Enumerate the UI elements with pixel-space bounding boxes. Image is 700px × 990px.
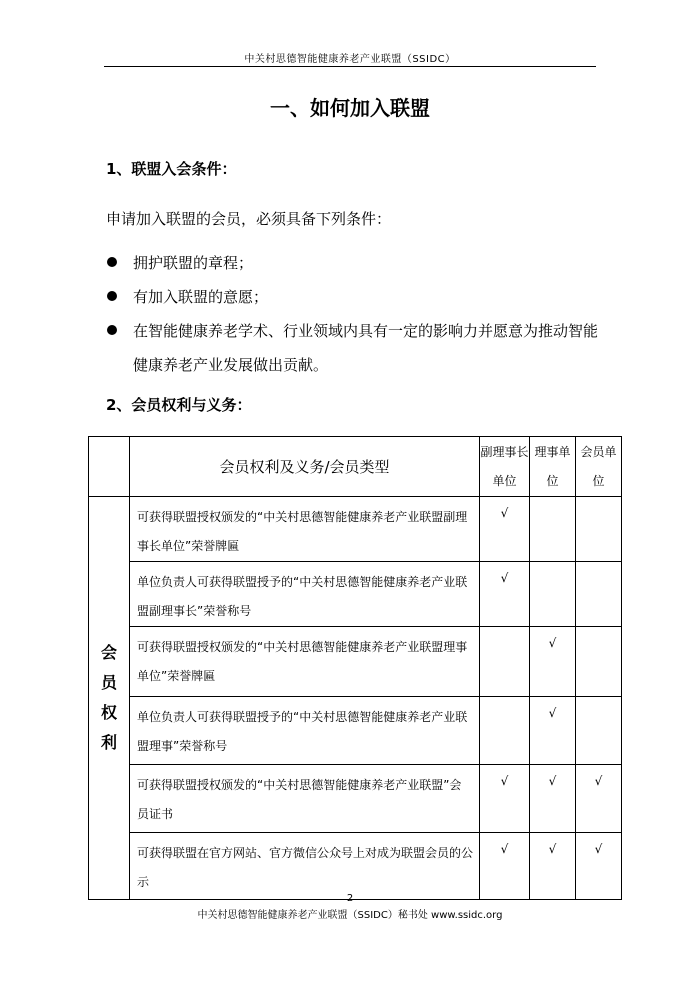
right-description: 可获得联盟在官方网站、官方微信公众号上对成为联盟会员的公示 xyxy=(130,833,480,900)
check-director: √ xyxy=(530,697,576,765)
category-char: 利 xyxy=(100,733,117,752)
check-director xyxy=(530,497,576,562)
column-header-vice-chairman: 副理事长单位 xyxy=(480,437,530,497)
category-cell-member-rights xyxy=(89,497,130,900)
column-header-director: 理事单位 xyxy=(530,437,576,497)
column-header-member: 会员单位 xyxy=(576,437,622,497)
category-char: 员 xyxy=(100,673,117,692)
check-member xyxy=(576,697,622,765)
list-item: 在智能健康养老学术、行业领域内具有一定的影响力并愿意为推动智能健康养老产业发展做出贡献。 xyxy=(106,314,606,382)
page-number: 2 xyxy=(346,893,354,904)
table-header-row xyxy=(89,437,622,497)
check-member: √ xyxy=(576,765,622,833)
conditions-intro: 申请加入联盟的会员，必须具备下列条件： xyxy=(106,210,392,228)
check-vice-chairman: √ xyxy=(480,833,530,900)
list-item: 有加入联盟的意愿； xyxy=(106,280,606,314)
category-char: 会 xyxy=(100,643,117,662)
right-description: 可获得联盟授权颁发的“中关村思德智能健康养老产业联盟副理事长单位”荣誉牌匾 xyxy=(130,497,480,562)
right-description: 单位负责人可获得联盟授予的“中关村思德智能健康养老产业联盟理事”荣誉称号 xyxy=(130,697,480,765)
conditions-list xyxy=(106,246,606,382)
column-header-main: 会员权利及义务/会员类型 xyxy=(130,437,480,497)
page-title: 一、如何加入联盟 xyxy=(270,96,430,120)
table-row xyxy=(89,833,622,900)
section-heading-rights: 2、会员权利与义务： xyxy=(106,396,252,414)
table-row xyxy=(89,562,622,627)
check-member xyxy=(576,562,622,627)
table-row xyxy=(89,697,622,765)
check-member xyxy=(576,497,622,562)
check-director: √ xyxy=(530,627,576,697)
category-char: 权 xyxy=(100,703,117,722)
table-corner-cell xyxy=(89,437,130,497)
table-row xyxy=(89,627,622,697)
check-director: √ xyxy=(530,765,576,833)
table-row xyxy=(89,765,622,833)
check-vice-chairman xyxy=(480,627,530,697)
right-description: 可获得联盟授权颁发的“中关村思德智能健康养老产业联盟”会员证书 xyxy=(130,765,480,833)
section-heading-conditions: 1、联盟入会条件： xyxy=(106,160,237,178)
check-vice-chairman: √ xyxy=(480,497,530,562)
right-description: 可获得联盟授权颁发的“中关村思德智能健康养老产业联盟理事单位”荣誉牌匾 xyxy=(130,627,480,697)
table-row xyxy=(89,497,622,562)
member-rights-table xyxy=(88,436,622,900)
check-vice-chairman: √ xyxy=(480,765,530,833)
check-director xyxy=(530,562,576,627)
check-member xyxy=(576,627,622,697)
page-header: 中关村思德智能健康养老产业联盟（SSIDC） xyxy=(244,54,456,65)
right-description: 单位负责人可获得联盟授予的“中关村思德智能健康养老产业联盟副理事长”荣誉称号 xyxy=(130,562,480,627)
list-item: 拥护联盟的章程； xyxy=(106,246,606,280)
check-vice-chairman: √ xyxy=(480,562,530,627)
check-director: √ xyxy=(530,833,576,900)
check-vice-chairman xyxy=(480,697,530,765)
header-divider xyxy=(104,66,596,67)
check-member: √ xyxy=(576,833,622,900)
page-footer: 中关村思德智能健康养老产业联盟（SSIDC）秘书处 www.ssidc.org xyxy=(197,910,503,921)
